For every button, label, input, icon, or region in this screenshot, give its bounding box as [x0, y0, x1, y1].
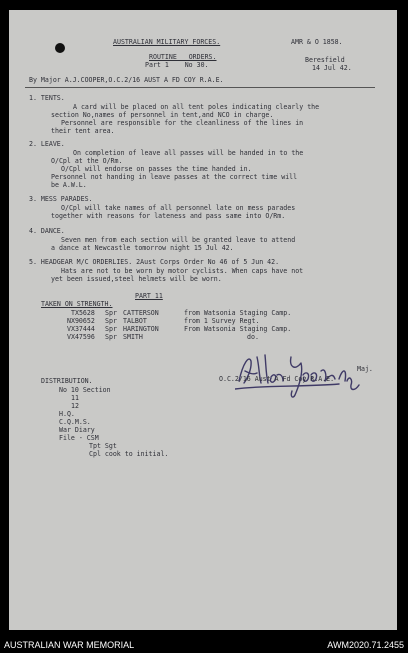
item-line: a dance at Newcastle tomorrow night 15 Jul 42. — [51, 244, 234, 252]
distribution-line: C.Q.M.S. — [59, 418, 91, 426]
item-line: Seven men from each section will be granted leave to attend — [61, 236, 296, 244]
distribution-line: Cpl cook to initial. — [89, 450, 169, 458]
item-heading: 3. MESS PARADES. — [29, 195, 93, 203]
archive-footer — [0, 638, 408, 653]
document-page — [9, 10, 397, 630]
strength-row-name: SMITH — [123, 333, 143, 341]
order-reference: AMR & O 1858. — [291, 38, 343, 46]
item-heading: 4. DANCE. — [29, 227, 65, 235]
distribution-heading: DISTRIBUTION. — [41, 377, 93, 385]
distribution-line: 11 — [71, 394, 79, 402]
item-line: Hats are not to be worn by motor cyclists. When caps have not — [61, 267, 304, 275]
org-heading: AUSTRALIAN MILITARY FORCES. — [113, 38, 221, 46]
distribution-line: War Diary — [59, 426, 95, 434]
date: 14 Jul 42. — [312, 64, 352, 72]
item-line: On completion of leave all passes will be handed in to the — [73, 149, 304, 157]
part-number: Part 1 No 30. — [145, 61, 209, 69]
item-line: yet been issued,steel helmets will be worn. — [51, 275, 222, 283]
item-heading: 1. TENTS. — [29, 94, 65, 102]
strength-row-name: HARINGTON — [123, 325, 159, 333]
item-line: Personnel not handing in leave passes at the correct time will — [51, 173, 298, 181]
item-line: O/Cpl at the O/Rm. — [51, 157, 123, 165]
strength-row-name: TALBOT — [123, 317, 147, 325]
distribution-line: File - CSM — [59, 434, 99, 442]
item-line: section No,names of personnel in tent,and NCO in charge. — [51, 111, 274, 119]
distribution-line: No 10 Section — [59, 386, 111, 394]
strength-row-number: VX47596 — [67, 333, 95, 341]
strength-row-origin: from 1 Survey Regt. — [184, 317, 260, 325]
item-line: together with reasons for lateness and pass same into O/Rm. — [51, 212, 286, 220]
taken-on-strength-heading: TAKEN ON STRENGTH. — [41, 300, 113, 308]
item-line: Personnel are responsible for the cleanliness of the lines in — [61, 119, 304, 127]
strength-row-rank: Spr — [105, 325, 117, 333]
item-line: be A.W.L. — [51, 181, 87, 189]
strength-row-number: VX37444 — [67, 325, 95, 333]
item-line: their tent area. — [51, 127, 115, 135]
item-heading: 5. HEADGEAR M/C ORDERLIES. 2Aust Corps Order No 46 of 5 Jun 42. — [29, 258, 280, 266]
part-two-title: PART 11 — [135, 292, 163, 300]
strength-row-rank: Spr — [105, 333, 117, 341]
strength-row-name: CATTERSON — [123, 309, 159, 317]
strength-row-origin: from Watsonia Staging Camp. — [184, 309, 292, 317]
strength-row-origin: do. — [247, 333, 259, 341]
distribution-line: Tpt Sgt — [89, 442, 117, 450]
document-title: ROUTINE ORDERS. — [149, 53, 217, 61]
item-line: O/Cpl will endorse on passes the time handed in. — [61, 165, 252, 173]
distribution-line: H.Q. — [59, 410, 75, 418]
strength-row-origin: From Watsonia Staging Camp. — [184, 325, 292, 333]
item-line: A card will be placed on all tent poles indicating clearly the — [73, 103, 320, 111]
strength-row-number: TX5628 — [71, 309, 95, 317]
footer-institution: AUSTRALIAN WAR MEMORIAL — [4, 640, 135, 650]
place: Beresfield — [305, 56, 345, 64]
footer-catalogue-number: AWM2020.71.2455 — [327, 640, 404, 650]
punch-hole — [55, 43, 65, 53]
strength-row-rank: Spr — [105, 309, 117, 317]
signature-rank: Maj. — [357, 365, 373, 373]
strength-row-number: NX90652 — [67, 317, 95, 325]
byline: By Major A.J.COOPER,O.C.2/16 AUST A FD COY R.A.E. — [29, 76, 224, 84]
signatory-title: O.C.2/16 Aust A Fd Coy R.A.E. — [219, 375, 335, 383]
header-rule — [25, 87, 375, 88]
distribution-line: 12 — [71, 402, 79, 410]
strength-row-rank: Spr — [105, 317, 117, 325]
item-line: O/Cpl will take names of all personnel late on mess parades — [61, 204, 296, 212]
item-heading: 2. LEAVE. — [29, 140, 65, 148]
